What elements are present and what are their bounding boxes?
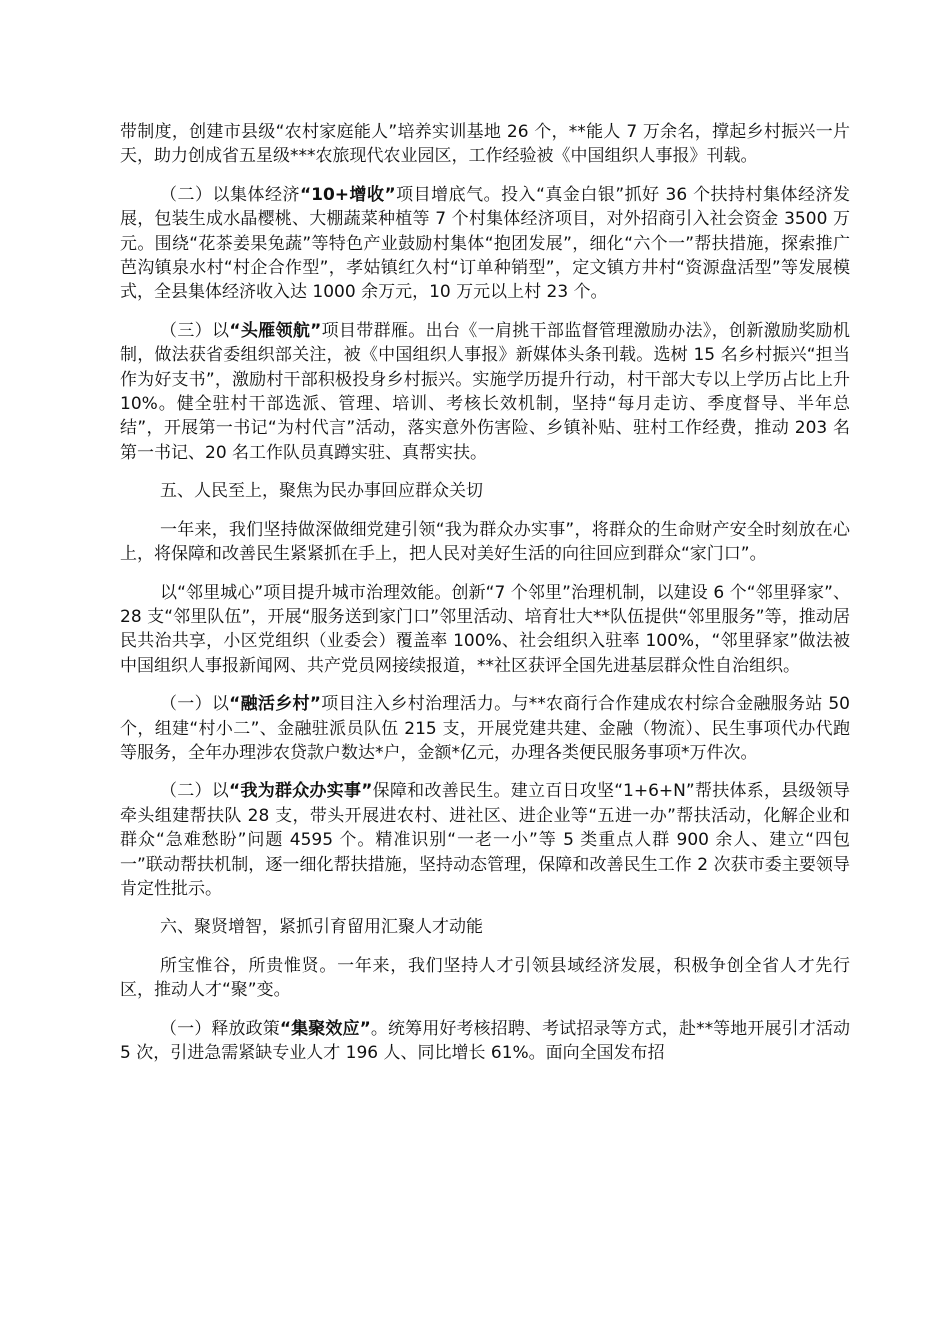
paragraph-bold-phrase: “集聚效应” [279, 1018, 371, 1039]
paragraph-neighborhood [120, 581, 850, 679]
paragraph-lead: （二）以 [160, 781, 230, 802]
paragraph-lead: （一）以 [160, 694, 230, 715]
paragraph-text: 项目增底气。投入“真金白银”抓好 36 个扶持村集体经济发展，包装生成水晶樱桃、大棚蔬菜种植等 7 个村集体经济项目，对外招商引入社会资金 3500 万元。围绕“花茶姜果兔蔬”等特色产业鼓励村集体“抱团发展”，细化“六个一”帮扶措施，探索推广芭沟镇泉水村“村企合作型”，孝姑镇红久村“订单种销型”，定文镇方井村“资源盘活型”等发展模式，全县集体经济收入达 1000 余万元，10 万元以上村 23 个。 [120, 184, 851, 303]
paragraph-text: 带制度，创建市县级“农村家庭能人”培养实训基地 26 个，**能人 7 万余名，撑起乡村振兴一片天，助力创成省五星级***农旅现代农业园区，工作经验被《中国组织人事报》刊载。 [120, 122, 850, 167]
paragraph-text: 项目带群雁。出台《一肩挑干部监督管理激励办法》，创新激励奖励机制，做法获省委组织部关注，被《中国组织人事报》新媒体头条刊载。选树 15 名乡村振兴“担当作为好支书”，激励村干部积极投身乡村振兴。实施学历提升行动，村干部大专以上学历占比上升 10%。健全驻村干部选派、管理、培训、考核长效机制，坚持“每月走访、季度督导、半年总结”，开展第一书记“为村代言”活动，落实意外伤害险、乡镇补贴、驻村工作经费，推动 203 名第一书记、20 名工作队员真蹲实驻、真帮实扶。 [120, 320, 851, 463]
paragraph-people-first-intro [120, 518, 850, 567]
paragraph-text: 一年来，我们坚持做深做细党建引领“我为群众办实事”，将群众的生命财产安全时刻放在心上，将保障和改善民生紧紧抓在手上，把人民对美好生活的向往回应到群众“家门口”。 [120, 519, 850, 565]
paragraph-policy-effect [120, 1017, 850, 1066]
document-page [120, 120, 850, 1079]
paragraph-bold-phrase: “我为群众办实事” [229, 781, 373, 802]
paragraph-text: 所宝惟谷，所贵惟贤。一年来，我们坚持人才引领县域经济发展，积极争创全省人才先行区，推动人才“聚”变。 [120, 955, 850, 1001]
paragraph-practical-matters [120, 779, 850, 901]
paragraph-talent-system [120, 120, 850, 169]
paragraph-bold-phrase: “10+增收” [299, 184, 396, 205]
paragraph-lead: （三）以 [160, 320, 230, 341]
paragraph-bold-phrase: “头雁领航” [229, 320, 322, 341]
paragraph-head-goose [120, 319, 850, 465]
paragraph-rural-finance [120, 692, 850, 765]
paragraph-bold-phrase: “融活乡村” [229, 694, 321, 715]
paragraph-text: 以“邻里城心”项目提升城市治理效能。创新“7 个邻里”治理机制，以建设 6 个“邻里驿家”、28 支“邻里队伍”，开展“服务送到家门口”邻里活动、培育壮大**队伍提供“邻里服务”等，推动居民共治共享，小区党组织（业委会）覆盖率 100%、社会组织入驻率 100%，“邻里驿家”做法被中国组织人事报新闻网、共产党员网接续报道，**社区获评全国先进基层群众性自治组织。 [120, 582, 850, 676]
paragraph-talent-intro [120, 954, 850, 1003]
paragraph-lead: （一）释放政策 [160, 1018, 280, 1039]
paragraph-text: 保障和改善民生。建立百日攻坚“1+6+N”帮扶体系，县级领导牵头组建帮扶队 28 支，带头开展进农村、进社区、进企业等“五进一办”帮扶活动，化解企业和群众“急难愁盼”问题 4595 个。精准识别“一老一小”等 5 类重点人群 900 余人、建立“四包一”联动帮扶机制，逐一细化帮扶措施，坚持动态管理，保障和改善民生工作 2 次获市委主要领导肯定性批示。 [120, 781, 851, 899]
paragraph-lead: （二）以集体经济 [160, 184, 300, 205]
section-heading-six [120, 915, 850, 939]
paragraph-text: 。统筹用好考核招聘、考试招录等方式，赴**等地开展引才活动 5 次，引进急需紧缺专业人才 196 人、同比增长 61%。面向全国发布招 [120, 1018, 850, 1063]
section-heading-five [120, 479, 850, 503]
heading-text: 六、聚贤增智，紧抓引育留用汇聚人才动能 [160, 917, 483, 938]
paragraph-collective-economy [120, 183, 850, 305]
paragraph-text: 项目注入乡村治理活力。与**农商行合作建成农村综合金融服务站 50 个，组建“村小二”、金融驻派员队伍 215 支，开展党建共建、金融（物流）、民生事项代办代跑等服务，全年办理涉农贷款户数达*户，金额*亿元，办理各类便民服务事项*万件次。 [120, 694, 850, 763]
heading-text: 五、人民至上，聚焦为民办事回应群众关切 [160, 481, 483, 502]
